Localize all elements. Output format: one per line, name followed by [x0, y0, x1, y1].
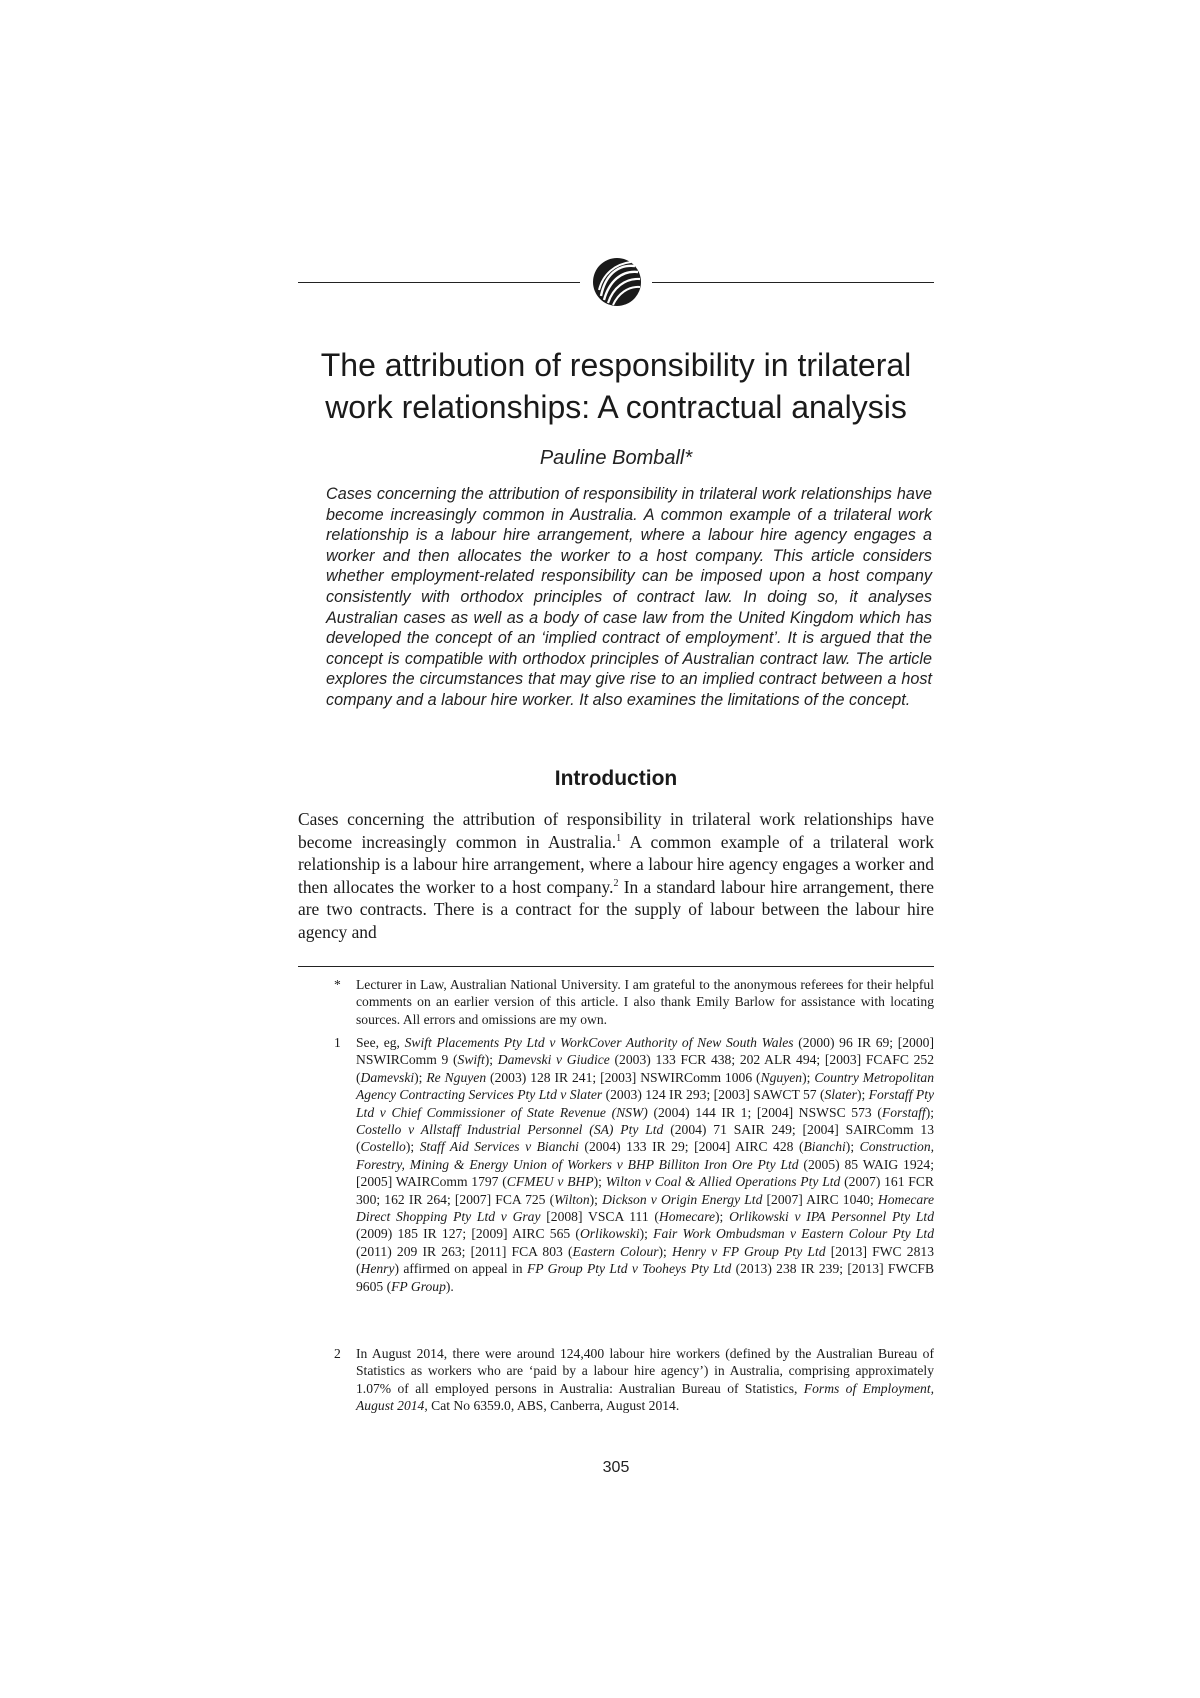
publisher-logo-icon [591, 256, 643, 308]
case-citation-italic: Wilton v Coal & Allied Operations Pty Ltd [605, 1174, 841, 1190]
case-citation-italic: Construction, Forestry, Mining & Energy Union of Workers v BHP Billiton Iron Ore Pty Ltd [356, 1139, 935, 1172]
ornament-rule-left [298, 282, 580, 283]
footnote-segment: ); [593, 1174, 606, 1190]
section-heading: Introduction [554, 767, 678, 790]
footnote-segment: ); [405, 1139, 420, 1155]
case-citation-italic: Costello v Allstaff Industrial Personnel (SA) Pty Ltd [356, 1122, 664, 1138]
case-citation-italic: Homecare Direct Shopping Pty Ltd v Gray [356, 1191, 935, 1225]
article-title [240, 344, 992, 428]
footnote-text: Lecturer in Law, Australian National University. I am grateful to the anonymous referees for their helpful comments on an earlier version of this article. I also thank Emily Barlow for assistance with locating sources. All errors and omissions are my own. [356, 977, 934, 1027]
footnote-segment: [2008] VSCA 111 ( [540, 1209, 659, 1225]
footnote-segment: , Cat No 6359.0, ABS, Canberra, August 2014. [424, 1398, 680, 1414]
author-name: Pauline Bomball* [539, 447, 693, 469]
case-citation-italic: FP Group [391, 1278, 446, 1294]
body-text-3: In a standard labour hire arrangement, there are two contracts. There is a contract for the supply of labour between the labour hire agency and [298, 876, 934, 942]
footnote-text [356, 1345, 934, 1415]
footnote-ref-1: 1 [616, 832, 622, 844]
footnote-segment: (2004) 133 IR 29; [2004] AIRC 428 ( [578, 1139, 804, 1155]
footnote-segment: (2005) 85 WAIG 1924; [2005] WAIRComm 1797 ( [356, 1156, 934, 1190]
footnote-segment: (2011) 209 IR 263; [2011] FCA 803 ( [356, 1243, 573, 1259]
footnote-segment: (2004) 144 IR 1; [2004] NSWSC 573 ( [647, 1104, 882, 1120]
case-citation-italic: Eastern Colour [572, 1243, 659, 1259]
footnote-segment: ); [856, 1087, 869, 1103]
case-citation-italic: Wilton [554, 1191, 590, 1207]
title-ornament [298, 256, 934, 308]
case-citation-italic: Damevski [360, 1069, 415, 1085]
case-citation-italic: Forstaff [881, 1104, 926, 1120]
case-citation-italic: FP Group Pty Ltd v Tooheys Pty Ltd [526, 1261, 732, 1277]
case-citation-italic: Orlikowski v IPA Personnel Pty Ltd [729, 1209, 934, 1225]
footnote-mark: 2 [334, 1346, 341, 1361]
case-citation-italic: Henry v FP Group Pty Ltd [672, 1243, 826, 1259]
case-citation-italic: Country Metropolitan Agency Contracting Services Pty Ltd v Slater [356, 1069, 935, 1103]
case-citation-italic: CFMEU v BHP [506, 1174, 594, 1190]
footnote-segment: ) affirmed on appeal in [394, 1261, 527, 1277]
footnote-segment: (2013) 238 IR 239; [2013] FWCFB 9605 ( [356, 1261, 935, 1294]
case-citation-italic: Forstaff Pty Ltd v Chief Commissioner of State Revenue (NSW) [356, 1087, 935, 1120]
case-citation-italic: Damevski v Giudice [497, 1052, 610, 1068]
footnote-segment: ); [658, 1243, 673, 1259]
body-text-2: A common example of a trilateral work relationship is a labour hire arrangement, where a labour hire agency engages a worker and then allocates the worker to a host company. [298, 831, 934, 897]
ornament-rule-right [652, 282, 934, 283]
footnote-separator [298, 966, 934, 967]
abstract: Cases concerning the attribution of responsibility in trilateral work relationships have become increasingly common in Australia. A common example of a trilateral work relationship is a labour hire arrangement, where a labour hire agency engages a worker and then allocates the worker to a host company. This article considers whether employment-related responsibility can be imposed upon a host company consistently with orthodox principles of contract law. In doing so, it analyses Australian cases as well as a body of case law from the United Kingdom which has developed the concept of an ‘implied contract of employment’. It is argued that the concept is compatible with orthodox principles of Australian contract law. The article explores the circumstances that may give rise to an implied contract between a host company and a labour hire worker. It also examines the limitations of the concept. [326, 485, 932, 709]
footnote-segment: (2003) 124 IR 293; [2003] SAWCT 57 ( [602, 1087, 825, 1103]
footnote-segment: In August 2014, there were around 124,400 labour hire workers (defined by the Australian Bureau of Statistics as workers who are ‘paid by a labour hire agency’) in Australia, comprising approximately 1.07% of all employed persons in Australia: Australian Bureau of Statistics, [356, 1346, 934, 1396]
footnote-segment: ); [484, 1052, 498, 1068]
case-citation-italic: Swift [457, 1052, 485, 1068]
case-citation-italic: Orlikowski [579, 1226, 640, 1242]
case-citation-italic: Henry [360, 1261, 395, 1277]
case-citation-italic: Fair Work Ombudsman v Eastern Colour Pty Ltd [653, 1226, 934, 1242]
case-citation-italic: Re Nguyen [426, 1069, 487, 1085]
footnote-segment: ); [414, 1069, 427, 1085]
footnote-segment: ); [639, 1226, 654, 1242]
footnote-segment: [2013] FWC 2813 ( [356, 1243, 934, 1277]
footnote-segment: (2003) 133 FCR 438; 202 ALR 494; [2003] FCAFC 252 ( [356, 1052, 935, 1085]
footnote-segment: (2000) 96 IR 69; [2000] NSWIRComm 9 ( [356, 1035, 934, 1068]
case-citation-italic: Homecare [658, 1209, 716, 1225]
footnote-segment: ); [589, 1191, 603, 1207]
footnote-segment: ). [445, 1278, 454, 1294]
case-citation-italic: Bianchi [803, 1139, 846, 1155]
footnote-author [298, 976, 934, 1030]
footnote-segment: See, eg, [356, 1035, 405, 1050]
case-citation-italic: Forms of Employment, August 2014 [356, 1380, 934, 1414]
page-number: 305 [602, 1459, 630, 1476]
footnote-2 [298, 1345, 934, 1435]
title-line-1: The attribution of responsibility in trilateral [320, 347, 912, 383]
footnote-segment: [2007] AIRC 1040; [762, 1191, 878, 1207]
footnote-mark: * [334, 977, 341, 992]
footnote-segment: ); [802, 1069, 815, 1085]
footnote-segment: ); [925, 1104, 935, 1120]
title-line-2: work relationships: A contractual analysis [325, 389, 907, 425]
footnote-ref-2: 2 [613, 877, 619, 889]
footnote-segment: (2007) 161 FCR 300; 162 IR 264; [2007] FCA 725 ( [356, 1174, 934, 1207]
body-paragraph [298, 808, 934, 944]
footnote-segment: (2003) 128 IR 241; [2003] NSWIRComm 1006 ( [486, 1069, 761, 1085]
case-citation-italic: Costello [360, 1139, 406, 1155]
case-citation-italic: Slater [824, 1087, 857, 1103]
footnote-segment: (2009) 185 IR 127; [2009] AIRC 565 ( [356, 1226, 580, 1242]
case-citation-italic: Swift Placements Pty Ltd v WorkCover Authority of New South Wales [404, 1035, 794, 1050]
footnote-segment: ); [845, 1139, 860, 1155]
case-citation-italic: Staff Aid Services v Bianchi [419, 1139, 579, 1155]
footnote-segment: (2004) 71 SAIR 249; [2004] SAIRComm 13 ( [356, 1122, 934, 1155]
footnote-1 [298, 1034, 934, 1342]
body-text-1: Cases concerning the attribution of responsibility in trilateral work relationships have become increasingly common in Australia. [298, 809, 934, 852]
case-citation-italic: Nguyen [760, 1069, 803, 1085]
footnote-segment: ); [715, 1209, 730, 1225]
case-citation-italic: Dickson v Origin Energy Ltd [602, 1191, 763, 1207]
footnote-text [356, 1034, 934, 1295]
footnote-mark: 1 [334, 1035, 341, 1050]
